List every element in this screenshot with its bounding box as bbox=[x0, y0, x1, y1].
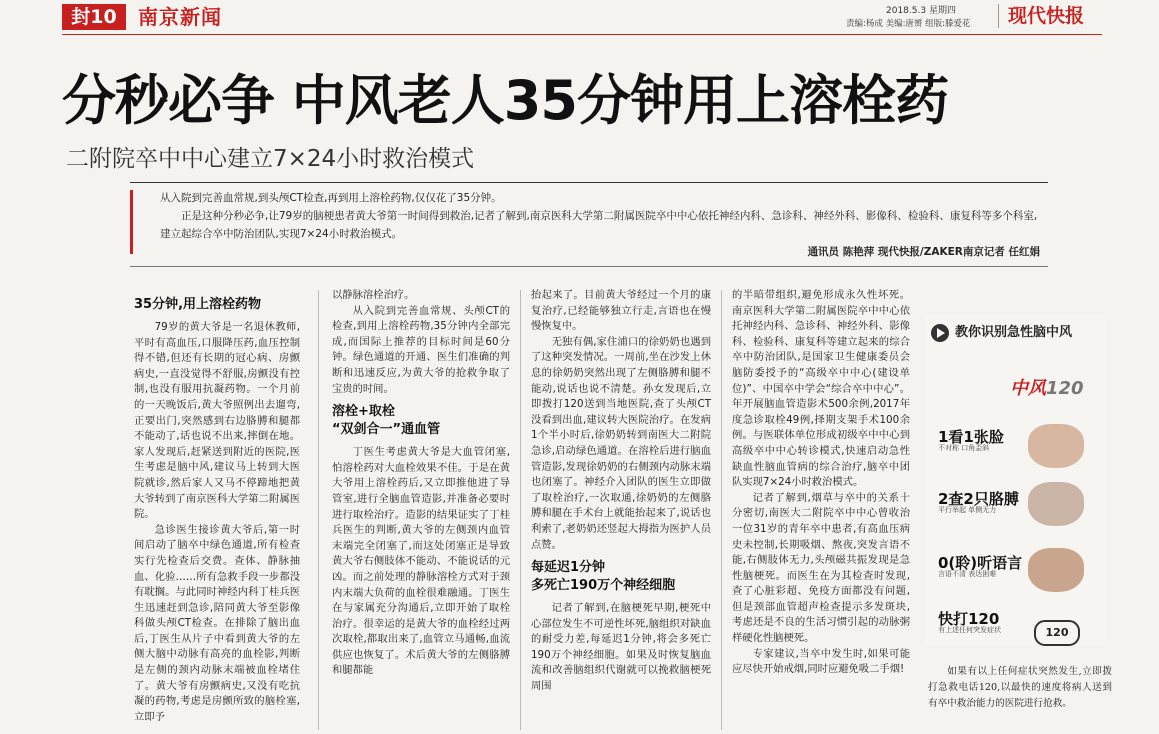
header-divider bbox=[998, 4, 999, 28]
subheading-line: 溶栓+取栓 bbox=[332, 404, 395, 420]
checklist-heading: 快打120 bbox=[938, 610, 1000, 628]
intro-accent-bar bbox=[130, 190, 133, 254]
body-paragraph: 记者了解到,在脑梗死早期,梗死中心部位发生不可逆性坏死,脑组织对缺血的耐受力差,每延迟1分钟,将会多死亡190万个神经细胞。如果及时恢复脑血流和改善脑组织代谢就可以挽救脑梗死周围 bbox=[531, 602, 711, 693]
checklist-item-speech bbox=[938, 554, 1038, 580]
body-paragraph: 丁医生考虑黄大爷是大血管闭塞,怕溶栓药对大血栓效果不佳。于是在黄大爷用上溶栓药后,又立即推他进了导管室,进行全脑血管造影,并准备必要时进行取栓治疗。造影的结果证实了丁桂兵医生的判断,黄大爷的左侧颈内血管末端完全闭塞了,而这处闭塞正是导致黄大爷右侧肢体不能动、不能说话的元凶。而之前处理的静脉溶栓方式对于颈内末端大负荷的血栓很难融通。丁医生在与家属充分沟通后,立即开始了取栓治疗。很幸运的是黄大爷的血栓经过两次取栓,都取出来了,血管立马通畅,血流供应也恢复了。术后黄大爷的左侧胳膊和腿都能 bbox=[332, 446, 510, 677]
checklist-item-face bbox=[938, 428, 1038, 454]
article-column-1 bbox=[134, 290, 300, 725]
article-column-2 bbox=[332, 288, 510, 679]
checklist-detail: 有上述任何突发症状 bbox=[938, 626, 1001, 634]
editor-credits: 责编:杨成 美编:唐赟 组版:滕爱花 bbox=[846, 19, 971, 29]
checklist-heading: 0(聆)听语言 bbox=[938, 554, 1023, 572]
logo-number: 120 bbox=[1046, 378, 1084, 399]
subheading-line: 多死亡190万个神经细胞 bbox=[531, 578, 676, 594]
subheading-delay bbox=[531, 559, 711, 595]
body-paragraph: 从入院到完善血常规、头颅CT的检查,到用上溶栓药物,35分钟内全部完成,而国际上推荐的目标时间是60分钟。绿色通道的开通、医生们准确的判断和迅速反应,为黄大爷的抢救争取了宝贵的时间。 bbox=[332, 304, 510, 395]
byline: 通讯员 陈艳萍 现代快报/ZAKER南京记者 任红娟 bbox=[807, 246, 1040, 258]
arm-raise-illustration-icon bbox=[1028, 482, 1084, 526]
body-paragraph: 79岁的黄大爷是一名退休教师,平时有高血压,口服降压药,血压控制得不错,但还有长期的冠心病、房颤病史,一直没觉得不舒服,房颤没有控制,也没有服用抗凝药物。一个月前的一天晚饭后,黄大爷照例出去遛弯,正要出门,突然感到右边胳膊和腿都不能动了,话也说不出来,摔倒在地。家人发现后,赶紧送到附近的医院,医生考虑是脑中风,建议马上转到大医院就诊,然后家人又马不停蹄地把黄大爷转到了南京医科大学第二附属医院。 bbox=[134, 321, 300, 521]
column-divider bbox=[318, 290, 319, 730]
newspaper-logo: 现代快报 bbox=[1008, 5, 1085, 27]
issue-date: 2018.5.3 星期四 bbox=[886, 6, 956, 16]
column-divider bbox=[721, 290, 722, 730]
main-headline: 分秒必争 中风老人35分钟用上溶栓药 bbox=[62, 69, 948, 132]
body-paragraph: 急诊医生接诊黄大爷后,第一时间启动了脑卒中绿色通道,所有检查实行先检查后交费。查体、静脉抽血、化验……所有急救手段一步都没有耽搁。与此同时神经内科丁桂兵医生迅速赶到急诊,陪同黄大爷至影像科做头颅CT检查。在排除了脑出血后,丁医生从片子中看到黄大爷的左侧大脑中动脉有高亮的血栓影,判断是左侧的颈内动脉末端被血栓堵住了。黄大爷有房颤病史,又没有吃抗凝的药物,考虑是房颤所致的脑栓塞,立即予 bbox=[134, 523, 300, 723]
intro-top-rule bbox=[130, 182, 1048, 183]
phone-120-icon: 120 bbox=[1034, 620, 1080, 646]
column-divider bbox=[520, 290, 521, 730]
body-paragraph: 无独有偶,家住浦口的徐奶奶也遇到了这种突发情况。一周前,坐在沙发上休息的徐奶奶突然出现了左侧胳膊和腿不能动,说话也说不清楚。孙女发现后,立即拨打120送到当地医院,查了头颅CT没看到出血,建议转大医院治疗。在发病1个半小时后,徐奶奶转到南医大二附院急诊,启动绿色通道。在溶栓后进行脑血管造影,发现徐奶奶的右侧颈内动脉末端也闭塞了。神经介入团队的医生立即做了取栓治疗,一次取通,徐奶奶的左侧胳膊和腿在手术台上就能抬起来了,说话也利索了,老奶奶还竖起大拇指为医护人员点赞。 bbox=[531, 335, 711, 551]
intro-block bbox=[160, 189, 1040, 243]
checklist-detail: 不对称 口角歪斜 bbox=[938, 444, 990, 452]
intro-bottom-rule bbox=[130, 266, 1048, 267]
stroke-120-logo bbox=[1010, 374, 1084, 400]
play-triangle-icon bbox=[937, 328, 945, 338]
subheading-line: 每延迟1分钟 bbox=[531, 560, 606, 576]
body-paragraph: 的半暗带组织,避免形成永久性坏死。南京医科大学第二附属医院卒中中心依托神经内科、急诊科、神经外科、影像科、检验科、康复科等建立起来的综合卒中防治团队,是国家卫生健康委员会脑防委授予的“高级卒中中心(建设单位)”、中国卒中学会“综合卒中中心”。年开展脑血管造影术500余例,2017年度急诊取栓49例,择期支架手术100余例。与医联体单位形成初级卒中中心到高级卒中中心转诊模式,快速启动急性缺血性脑血管病的综合治疗,脑卒中团队实现7×24小时救治模式。 bbox=[732, 289, 910, 489]
intro-paragraph: 从入院到完善血常规,到头颅CT检查,再到用上溶栓药物,仅仅花了35分钟。 bbox=[160, 192, 502, 204]
body-paragraph: 抬起来了。目前黄大爷经过一个月的康复治疗,已经能够独立行走,言语也在慢慢恢复中。 bbox=[531, 289, 711, 333]
checklist-heading: 1看1张脸 bbox=[938, 428, 1004, 446]
sidebar-note: 如果有以上任何症状突然发生,立即拨打急救电话120,以最快的速度将病人送到有卒中救治能力的医院进行抢救。 bbox=[928, 666, 1112, 709]
sub-headline: 二附院卒中中心建立7×24小时救治模式 bbox=[66, 146, 475, 172]
header-rule bbox=[62, 34, 1102, 35]
article-column-3 bbox=[531, 288, 711, 695]
fast-checklist bbox=[930, 420, 1090, 645]
checklist-item-arms bbox=[938, 490, 1038, 516]
subheading-line: “双剑合一”通血管 bbox=[332, 422, 441, 438]
article-column-4 bbox=[732, 288, 910, 678]
checklist-item-call bbox=[938, 610, 1038, 636]
intro-paragraph: 正是这种分秒必争,让79岁的脑梗患者黄大爷第一时间得到救治,记者了解到,南京医科大学第二附属医院卒中中心依托神经内科、急诊科、神经外科、影像科、检验科、康复科等多个科室,建立起综合卒中防治团队,实现7×24小时救治模式。 bbox=[160, 210, 1038, 240]
logo-text: 中风 bbox=[1010, 378, 1046, 399]
subheading-thrombolysis bbox=[332, 403, 510, 439]
body-paragraph: 专家建议,当卒中发生时,如果可能应尽快开始戒烟,同时应避免吸二手烟! bbox=[732, 647, 910, 676]
section-name: 南京新闻 bbox=[138, 5, 222, 29]
checklist-detail: 言语不清 表达困难 bbox=[938, 570, 997, 578]
speech-illustration-icon bbox=[1028, 548, 1084, 592]
body-paragraph: 记者了解到,烟草与卒中的关系十分密切,南医大二附院卒中中心曾收治一位31岁的青年卒中患者,有高血压病史未控制,长期吸烟、熬夜,突发言语不能,右侧肢体无力,头颅磁共振发现是急性脑梗死。而医生在为其检查时发现,查了心脏彩超、免疫方面都没有问题,但是颈部血管超声检查提示多发斑块,考虑还是不良的生活习惯引起的动脉粥样硬化性脑梗死。 bbox=[732, 491, 910, 645]
body-paragraph: 以静脉溶栓治疗。 bbox=[332, 289, 415, 301]
page-label: 封10 bbox=[62, 4, 126, 30]
sidebar-title: 教你识别急性脑中风 bbox=[955, 325, 1073, 340]
checklist-detail: 平行举起 单侧无力 bbox=[938, 506, 997, 514]
face-illustration-icon bbox=[1028, 424, 1084, 468]
checklist-heading: 2查2只胳膊 bbox=[938, 490, 1019, 508]
subheading-35-minutes: 35分钟,用上溶栓药物 bbox=[134, 297, 262, 312]
